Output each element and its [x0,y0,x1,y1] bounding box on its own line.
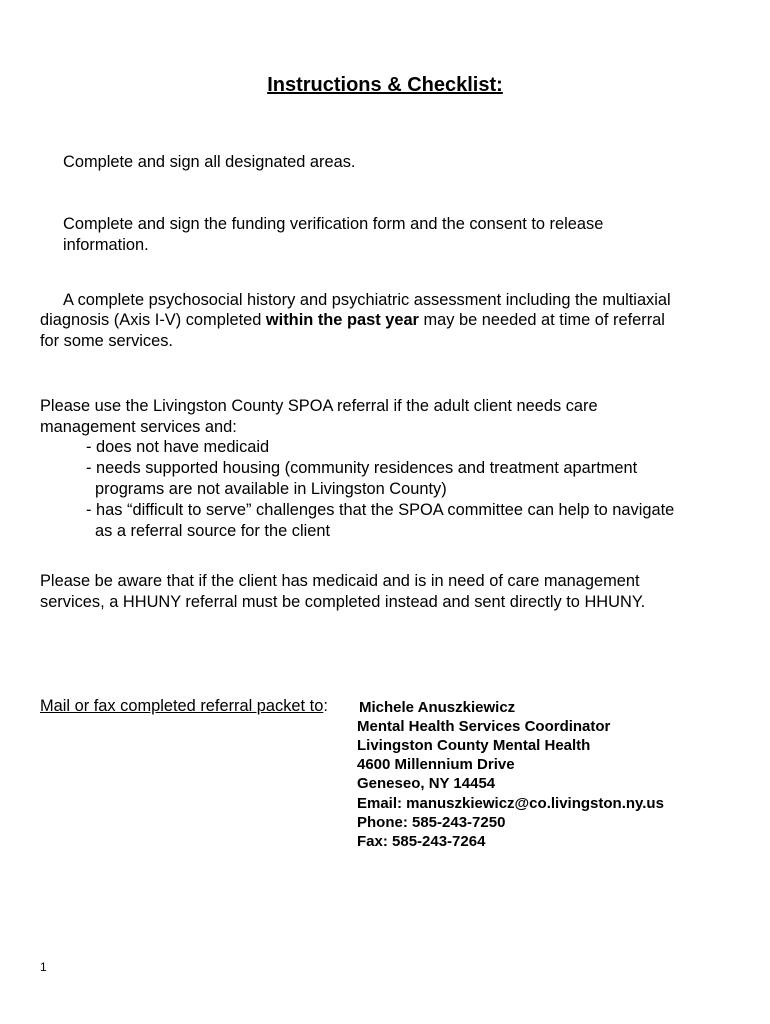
history-emphasis: within the past year [265,311,419,329]
instruction-funding-line1: Complete and sign the funding verification form and the consent to release [63,215,604,233]
contact-organization: Livingston County Mental Health [357,737,591,754]
page-number: 1 [40,960,47,974]
contact-role: Mental Health Services Coordinator [357,718,611,735]
hhuny-line1: Please be aware that if the client has medicaid and is in need of care management [40,572,640,590]
mail-fax-colon: : [323,697,328,715]
spoa-bullet-difficult-line1: - has “difficult to serve” challenges that the SPOA committee can help to navigate [86,501,675,519]
hhuny-line2: services, a HHUNY referral must be completed instead and sent directly to HHUNY. [40,593,646,611]
contact-city: Geneseo, NY 14454 [357,775,496,792]
instruction-funding-line2: information. [63,236,149,254]
spoa-bullet-housing-line1: - needs supported housing (community residences and treatment apartment [86,459,638,477]
contact-fax: Fax: 585-243-7264 [357,833,486,850]
mail-fax-label-text: Mail or fax completed referral packet to [40,697,324,715]
instruction-history-line2 [40,310,665,331]
mail-fax-label [40,696,328,717]
contact-street: 4600 Millennium Drive [357,756,515,773]
contact-name: Michele Anuszkiewicz [359,699,516,716]
page-title: Instructions & Checklist: [267,74,503,96]
contact-email: Email: manuszkiewicz@co.livingston.ny.us [357,795,664,812]
history-line2-text: diagnosis (Axis I-V) completed [40,311,266,329]
spoa-bullet-difficult-line2: as a referral source for the client [95,522,331,540]
spoa-bullet-housing-line2: programs are not available in Livingston County) [95,480,447,498]
spoa-bullet-medicaid: - does not have medicaid [86,438,270,456]
instruction-history-line1: A complete psychosocial history and psychiatric assessment including the multiaxial [63,291,671,309]
spoa-line2: management services and: [40,418,237,436]
history-line2-tail: may be needed at time of referral [418,311,665,329]
instruction-complete-sign: Complete and sign all designated areas. [63,153,356,171]
instruction-history-line3: for some services. [40,332,173,350]
spoa-line1: Please use the Livingston County SPOA referral if the adult client needs care [40,397,598,415]
contact-phone: Phone: 585-243-7250 [357,814,506,831]
